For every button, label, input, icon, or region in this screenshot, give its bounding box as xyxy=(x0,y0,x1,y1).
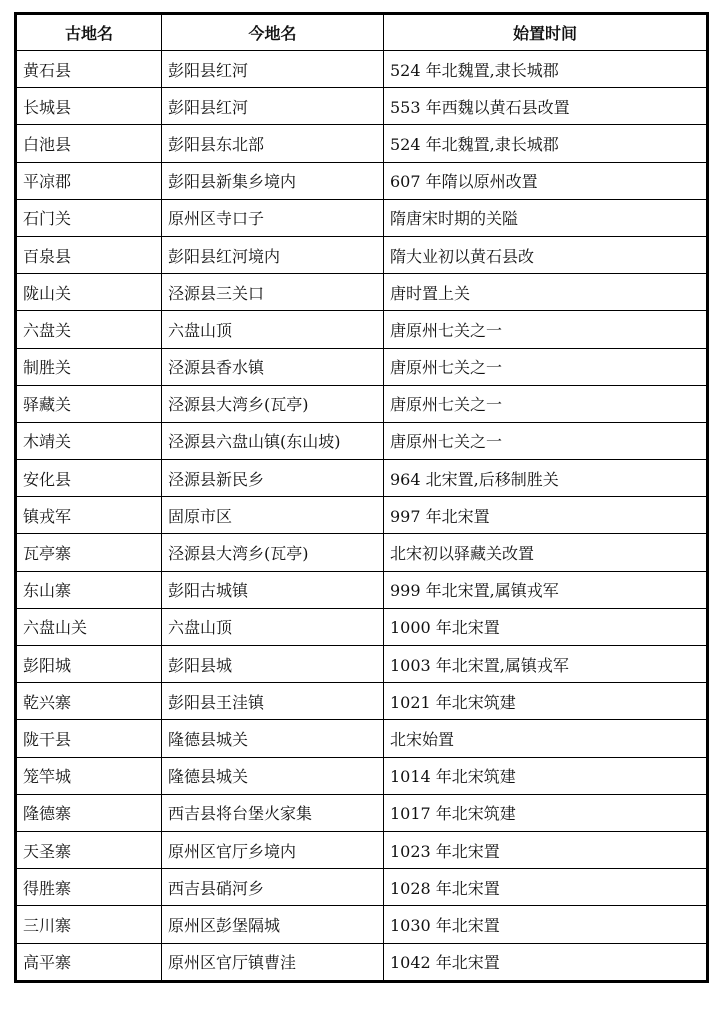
table-row xyxy=(17,683,707,720)
header-founding-time: 始置时间 xyxy=(384,15,707,51)
cell-founding-time: 1003 年北宋置,属镇戎军 xyxy=(384,646,707,683)
cell-founding-time: 997 年北宋置 xyxy=(384,497,707,534)
cell-founding-time: 1014 年北宋筑建 xyxy=(384,757,707,794)
cell-founding-time: 隋唐宋时期的关隘 xyxy=(384,199,707,236)
table-row xyxy=(17,88,707,125)
cell-founding-time: 1021 年北宋筑建 xyxy=(384,683,707,720)
header-modern-name: 今地名 xyxy=(162,15,384,51)
cell-founding-time: 北宋始置 xyxy=(384,720,707,757)
table-row xyxy=(17,311,707,348)
table-row xyxy=(17,534,707,571)
cell-ancient-name: 石门关 xyxy=(17,199,162,236)
cell-founding-time: 唐时置上关 xyxy=(384,274,707,311)
cell-ancient-name: 木靖关 xyxy=(17,422,162,459)
table-row xyxy=(17,162,707,199)
cell-founding-time: 999 年北宋置,属镇戎军 xyxy=(384,571,707,608)
cell-founding-time: 唐原州七关之一 xyxy=(384,311,707,348)
table-row xyxy=(17,125,707,162)
cell-ancient-name: 制胜关 xyxy=(17,348,162,385)
cell-founding-time: 唐原州七关之一 xyxy=(384,348,707,385)
table-row xyxy=(17,720,707,757)
table-row xyxy=(17,831,707,868)
table-row xyxy=(17,794,707,831)
cell-founding-time: 607 年隋以原州改置 xyxy=(384,162,707,199)
cell-ancient-name: 驿藏关 xyxy=(17,385,162,422)
cell-founding-time: 唐原州七关之一 xyxy=(384,422,707,459)
cell-ancient-name: 得胜寨 xyxy=(17,869,162,906)
table-row xyxy=(17,869,707,906)
table-row xyxy=(17,385,707,422)
cell-founding-time: 553 年西魏以黄石县改置 xyxy=(384,88,707,125)
table-row xyxy=(17,51,707,88)
cell-ancient-name: 安化县 xyxy=(17,460,162,497)
cell-ancient-name: 高平寨 xyxy=(17,943,162,980)
cell-ancient-name: 瓦亭寨 xyxy=(17,534,162,571)
cell-ancient-name: 镇戎军 xyxy=(17,497,162,534)
table-row xyxy=(17,943,707,980)
cell-ancient-name: 东山寨 xyxy=(17,571,162,608)
table-row xyxy=(17,460,707,497)
cell-ancient-name: 三川寨 xyxy=(17,906,162,943)
cell-modern-name: 泾源县三关口 xyxy=(162,274,384,311)
header-ancient-name: 古地名 xyxy=(17,15,162,51)
cell-ancient-name: 百泉县 xyxy=(17,236,162,273)
cell-ancient-name: 白池县 xyxy=(17,125,162,162)
place-names-table xyxy=(16,14,707,981)
cell-founding-time: 524 年北魏置,隶长城郡 xyxy=(384,51,707,88)
cell-ancient-name: 长城县 xyxy=(17,88,162,125)
cell-founding-time: 1000 年北宋置 xyxy=(384,608,707,645)
table-row xyxy=(17,274,707,311)
cell-modern-name: 泾源县大湾乡(瓦亭) xyxy=(162,534,384,571)
cell-modern-name: 原州区官厅乡境内 xyxy=(162,831,384,868)
cell-modern-name: 六盘山顶 xyxy=(162,311,384,348)
cell-modern-name: 原州区官厅镇曹洼 xyxy=(162,943,384,980)
table-row xyxy=(17,422,707,459)
table-row xyxy=(17,608,707,645)
cell-modern-name: 彭阳县东北部 xyxy=(162,125,384,162)
cell-modern-name: 彭阳县新集乡境内 xyxy=(162,162,384,199)
cell-modern-name: 西吉县硝河乡 xyxy=(162,869,384,906)
table-row xyxy=(17,906,707,943)
cell-founding-time: 唐原州七关之一 xyxy=(384,385,707,422)
cell-modern-name: 六盘山顶 xyxy=(162,608,384,645)
place-names-table-frame xyxy=(14,12,709,983)
cell-founding-time: 1023 年北宋置 xyxy=(384,831,707,868)
cell-modern-name: 隆德县城关 xyxy=(162,720,384,757)
cell-modern-name: 原州区寺口子 xyxy=(162,199,384,236)
cell-modern-name: 彭阳县红河 xyxy=(162,51,384,88)
table-row xyxy=(17,646,707,683)
table-row xyxy=(17,199,707,236)
cell-founding-time: 北宋初以驿藏关改置 xyxy=(384,534,707,571)
cell-founding-time: 1028 年北宋置 xyxy=(384,869,707,906)
cell-founding-time: 1030 年北宋置 xyxy=(384,906,707,943)
cell-ancient-name: 天圣寨 xyxy=(17,831,162,868)
cell-founding-time: 1042 年北宋置 xyxy=(384,943,707,980)
cell-founding-time: 524 年北魏置,隶长城郡 xyxy=(384,125,707,162)
cell-ancient-name: 乾兴寨 xyxy=(17,683,162,720)
cell-modern-name: 固原市区 xyxy=(162,497,384,534)
cell-ancient-name: 隆德寨 xyxy=(17,794,162,831)
cell-ancient-name: 彭阳城 xyxy=(17,646,162,683)
cell-modern-name: 彭阳县红河境内 xyxy=(162,236,384,273)
table-row xyxy=(17,571,707,608)
table-row xyxy=(17,236,707,273)
cell-modern-name: 彭阳古城镇 xyxy=(162,571,384,608)
table-row xyxy=(17,757,707,794)
cell-ancient-name: 六盘关 xyxy=(17,311,162,348)
cell-founding-time: 隋大业初以黄石县改 xyxy=(384,236,707,273)
table-body xyxy=(17,51,707,981)
cell-ancient-name: 六盘山关 xyxy=(17,608,162,645)
cell-modern-name: 泾源县大湾乡(瓦亭) xyxy=(162,385,384,422)
cell-modern-name: 彭阳县红河 xyxy=(162,88,384,125)
cell-modern-name: 隆德县城关 xyxy=(162,757,384,794)
cell-ancient-name: 黄石县 xyxy=(17,51,162,88)
cell-founding-time: 1017 年北宋筑建 xyxy=(384,794,707,831)
cell-ancient-name: 平凉郡 xyxy=(17,162,162,199)
cell-ancient-name: 陇干县 xyxy=(17,720,162,757)
table-row xyxy=(17,497,707,534)
table-row xyxy=(17,348,707,385)
cell-modern-name: 泾源县六盘山镇(东山坡) xyxy=(162,422,384,459)
cell-modern-name: 原州区彭堡隔城 xyxy=(162,906,384,943)
cell-modern-name: 泾源县香水镇 xyxy=(162,348,384,385)
cell-modern-name: 西吉县将台堡火家集 xyxy=(162,794,384,831)
cell-modern-name: 彭阳县城 xyxy=(162,646,384,683)
cell-ancient-name: 陇山关 xyxy=(17,274,162,311)
table-header-row xyxy=(17,15,707,51)
cell-modern-name: 泾源县新民乡 xyxy=(162,460,384,497)
cell-founding-time: 964 北宋置,后移制胜关 xyxy=(384,460,707,497)
cell-ancient-name: 笼竿城 xyxy=(17,757,162,794)
cell-modern-name: 彭阳县王洼镇 xyxy=(162,683,384,720)
